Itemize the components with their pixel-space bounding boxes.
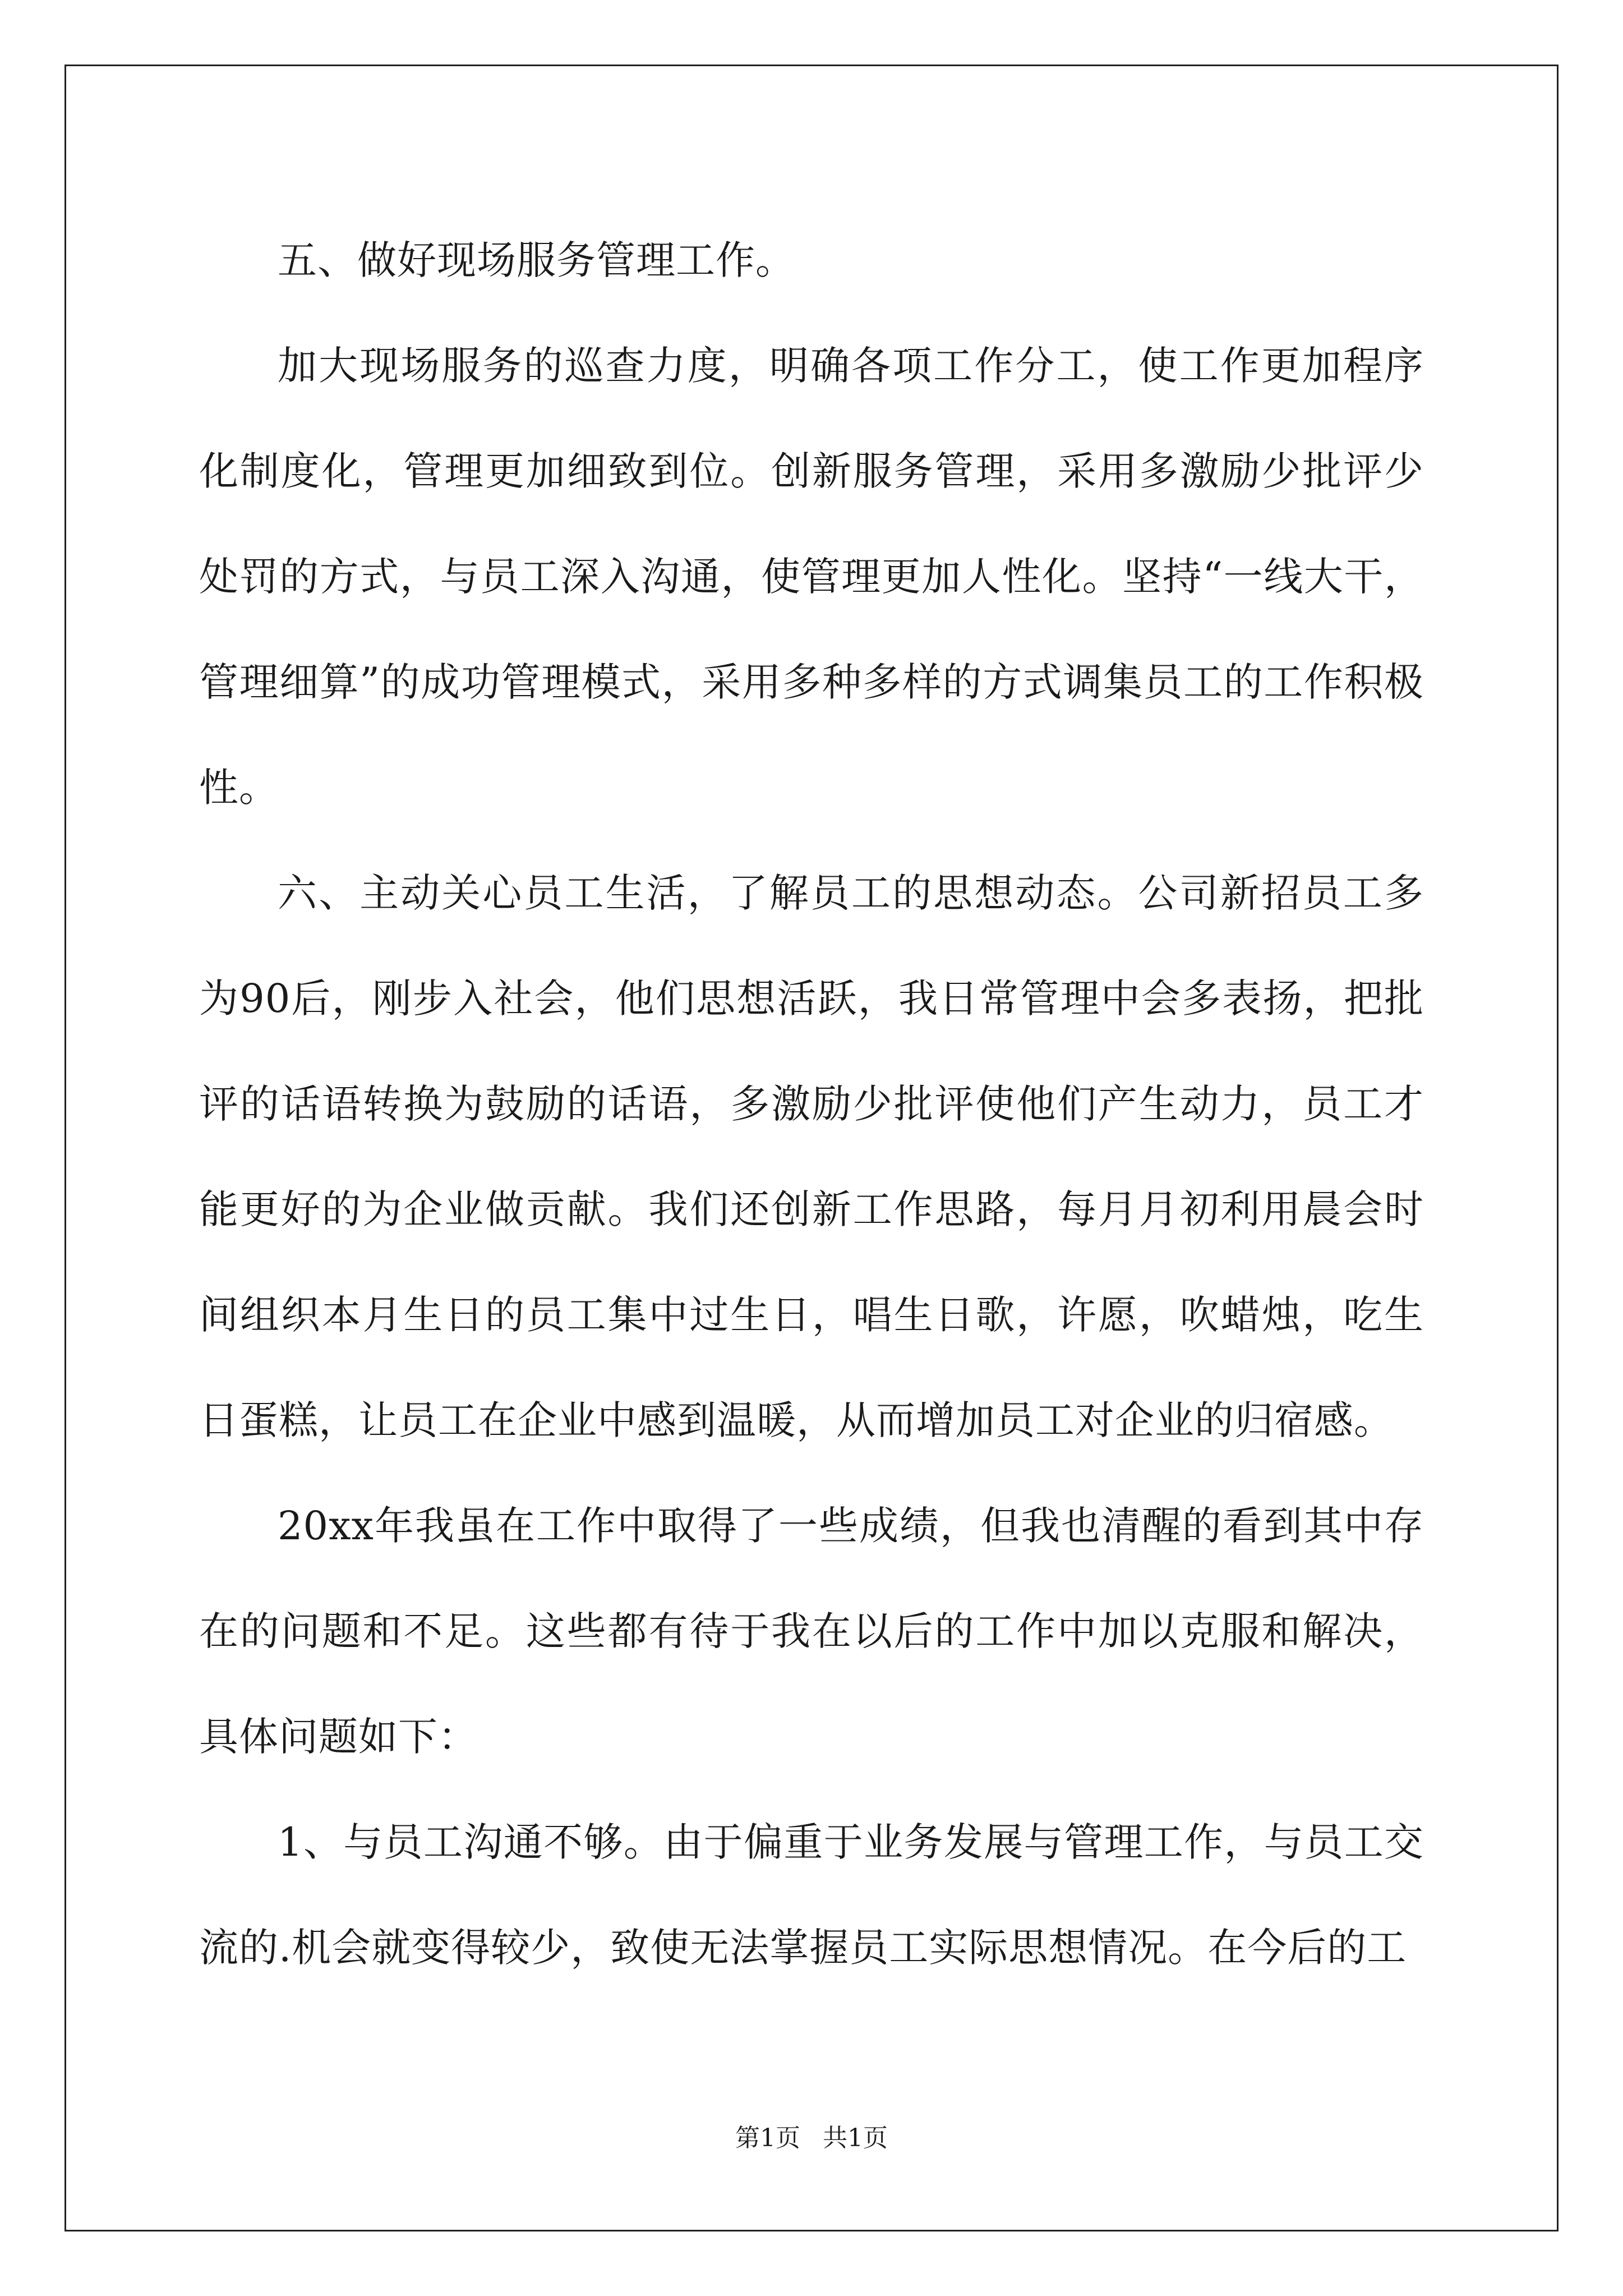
paragraph: 1、与员工沟通不够。由于偏重于业务发展与管理工作，与员工交流的.机会就变得较少，致使无法掌握员工实际思想情况。在今后的工 [199,1819,1424,1971]
document-body [199,208,1424,2000]
page-number-current: 第1页 [735,2124,800,2152]
paragraph: 加大现场服务的巡查力度，明确各项工作分工，使工作更加程序化制度化，管理更加细致到位。创新服务管理，采用多激励少批评少处罚的方式，与员工深入沟通，使管理更加人性化。坚持“一线大干，管理细算”的成功管理模式，采用多种多样的方式调集员工的工作积极性。 [199,343,1424,811]
page-number-total: 共1页 [823,2124,888,2152]
page-footer [0,2122,1623,2155]
paragraph: 五、做好现场服务管理工作。 [278,237,795,283]
paragraph: 六、主动关心员工生活，了解员工的思想动态。公司新招员工多为90后，刚步入社会，他们思想活跃，我日常管理中会多表扬，把批评的话语转换为鼓励的话语，多激励少批评使他们产生动力，员工才能更好的为企业做贡献。我们还创新工作思路，每月月初利用晨会时间组织本月生日的员工集中过生日，唱生日歌，许愿，吹蜡烛，吃生日蛋糕，让员工在企业中感到温暖，从而增加员工对企业的归宿感。 [199,870,1424,1443]
paragraph: 20xx年我虽在工作中取得了一些成绩，但我也清醒的看到其中存在的问题和不足。这些都有待于我在以后的工作中加以克服和解决，具体问题如下： [199,1503,1424,1760]
